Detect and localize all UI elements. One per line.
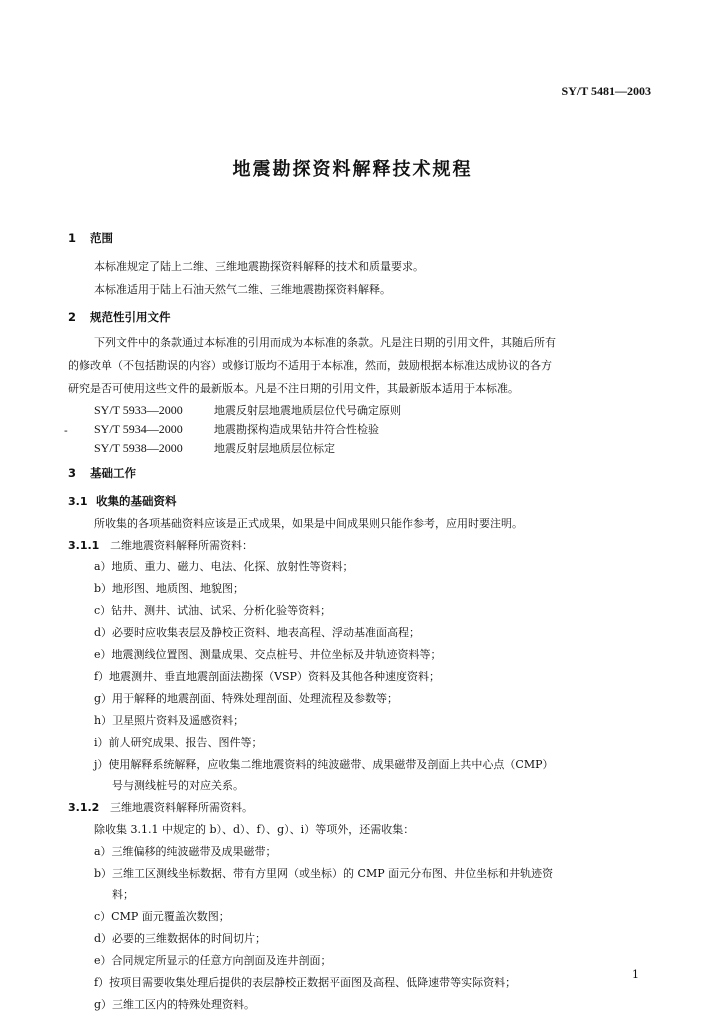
list-item: c）钻井、测井、试油、试采、分析化验等资料； bbox=[94, 604, 332, 617]
subsection-title: 收集的基础资料 bbox=[96, 494, 177, 508]
paragraph: 所收集的各项基础资料应该是正式成果，如果是中间成果则只能作参考，应用时要注明。 bbox=[94, 517, 523, 530]
list-item: a）地质、重力、磁力、电法、化探、放射性等资料； bbox=[94, 560, 354, 573]
reference-code: SY/T 5938—2000 bbox=[94, 441, 183, 455]
document-title: 地震勘探资料解释技术规程 bbox=[232, 159, 473, 180]
list-item: a）三维偏移的纯波磁带及成果磁带； bbox=[94, 845, 277, 858]
reference-name: 地震勘探构造成果钻井符合性检验 bbox=[214, 423, 379, 436]
list-item: e）地震测线位置图、测量成果、交点桩号、井位坐标及井轨迹资料等； bbox=[94, 648, 442, 661]
list-item: j）使用解释系统解释，应收集二维地震资料的纯波磁带、成果磁带及剖面上共中心点（CMP） bbox=[94, 758, 554, 771]
list-item: g）用于解释的地震剖面、特殊处理剖面、处理流程及参数等； bbox=[94, 692, 399, 705]
paragraph-line: 研究是否可使用这些文件的最新版本。凡是不注日期的引用文件，其最新版本适用于本标准。 bbox=[68, 382, 519, 395]
list-item: e）合同规定所显示的任意方向剖面及连井剖面； bbox=[94, 954, 332, 967]
paragraph: 本标准适用于陆上石油天然气二维、三维地震勘探资料解释。 bbox=[94, 283, 391, 296]
section-1-heading bbox=[68, 230, 113, 246]
section-title: 规范性引用文件 bbox=[90, 310, 171, 324]
subsection-3-1-1-heading bbox=[68, 537, 253, 553]
section-title: 范围 bbox=[90, 231, 113, 245]
section-title: 基础工作 bbox=[90, 466, 136, 480]
reference-code: SY/T 5933—2000 bbox=[94, 403, 183, 417]
list-item-continuation: 料； bbox=[112, 888, 134, 901]
list-item-continuation: 号与测线桩号的对应关系。 bbox=[112, 779, 244, 792]
list-item: c）CMP 面元覆盖次数图； bbox=[94, 910, 230, 923]
reference-code: SY/T 5934—2000 bbox=[94, 422, 183, 436]
subsection-3-1-heading bbox=[68, 493, 177, 509]
list-item: f）按项目需要收集处理后提供的表层静校正数据平面图及高程、低降速带等实际资料； bbox=[94, 976, 517, 989]
paragraph: 本标准规定了陆上二维、三维地震勘探资料解释的技术和质量要求。 bbox=[94, 260, 424, 273]
list-item: f）地震测井、垂直地震剖面法勘探（VSP）资料及其他各种速度资料； bbox=[94, 670, 440, 683]
paragraph-line: 的修改单（不包括勘误的内容）或修订版均不适用于本标准，然而，鼓励根据本标准达成协议的各方 bbox=[68, 359, 552, 372]
page-number: 1 bbox=[632, 968, 639, 981]
reference-name: 地震反射层地质层位标定 bbox=[214, 442, 335, 455]
reference-item bbox=[94, 421, 379, 437]
list-item: i）前人研究成果、报告、图件等； bbox=[94, 736, 263, 749]
section-number: 2 bbox=[68, 310, 77, 324]
reference-name: 地震反射层地震地质层位代号确定原则 bbox=[214, 404, 401, 417]
list-item: g）三维工区内的特殊处理资料。 bbox=[94, 998, 256, 1011]
paragraph-line: 下列文件中的条款通过本标准的引用而成为本标准的条款。凡是注日期的引用文件，其随后所有 bbox=[94, 336, 556, 349]
list-item: b）地形图、地质图、地貌图； bbox=[94, 582, 245, 595]
section-number: 3 bbox=[68, 466, 77, 480]
margin-mark: - bbox=[64, 424, 68, 437]
subsection-title: 三维地震资料解释所需资料。 bbox=[110, 801, 253, 814]
subsection-number: 3.1.2 bbox=[68, 801, 100, 814]
standard-code: SY/T 5481—2003 bbox=[561, 84, 651, 98]
subsection-number: 3.1.1 bbox=[68, 539, 100, 552]
subsection-title: 二维地震资料解释所需资料： bbox=[110, 539, 253, 552]
reference-item bbox=[94, 402, 401, 418]
reference-item bbox=[94, 440, 335, 456]
list-item: h）卫星照片资料及遥感资料； bbox=[94, 714, 245, 727]
list-item: d）必要的三维数据体的时间切片； bbox=[94, 932, 267, 945]
section-number: 1 bbox=[68, 231, 77, 245]
subsection-number: 3.1 bbox=[68, 495, 88, 508]
section-2-heading bbox=[68, 309, 171, 325]
list-item: b）三维工区测线坐标数据、带有方里网（或坐标）的 CMP 面元分布图、井位坐标和井轨迹资 bbox=[94, 867, 554, 880]
section-3-heading bbox=[68, 465, 136, 481]
paragraph: 除收集 3.1.1 中规定的 b）、d）、f）、g）、i）等项外，还需收集： bbox=[94, 823, 415, 836]
subsection-3-1-2-heading bbox=[68, 799, 253, 815]
list-item: d）必要时应收集表层及静校正资料、地表高程、浮动基准面高程； bbox=[94, 626, 421, 639]
